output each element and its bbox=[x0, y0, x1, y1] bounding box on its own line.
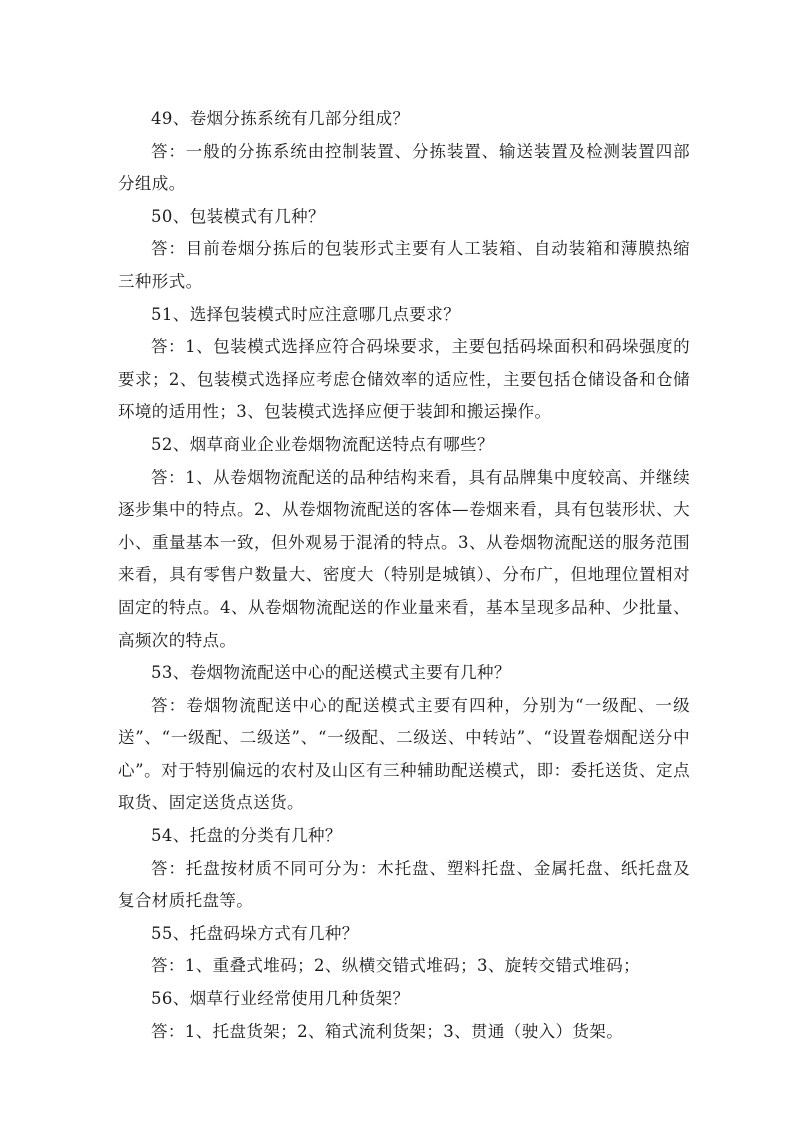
qa-item-56 bbox=[118, 983, 690, 1048]
answer-52: 答：1、从卷烟物流配送的品种结构来看，具有品牌集中度较高、并继续逐步集中的特点。2、从卷烟物流配送的客体—卷烟来看，具有包装形状、大小、重量基本一致，但外观易于混淆的特点。3、从卷烟物流配送的服务范围来看，具有零售户数量大、密度大（特别是城镇）、分布广，但地理位置相对固定的特点。4、从卷烟物流配送的作业量来看，基本呈现多品种、少批量、高频次的特点。 bbox=[118, 467, 690, 650]
question-51: 51、选择包装模式时应注意哪几点要求？ bbox=[151, 304, 461, 324]
answer-54: 答：托盘按材质不同可分为：木托盘、塑料托盘、金属托盘、纸托盘及复合材质托盘等。 bbox=[118, 858, 690, 911]
question-49: 49、卷烟分拣系统有几部分组成？ bbox=[151, 109, 410, 128]
answer-55: 答：1、重叠式堆码；2、纵横交错式堆码；3、旋转交错式堆码； bbox=[151, 956, 640, 976]
document-body bbox=[118, 103, 690, 1048]
question-52: 52、烟草商业企业卷烟物流配送特点有哪些？ bbox=[151, 434, 494, 454]
answer-53: 答：卷烟物流配送中心的配送模式主要有四种，分别为“一级配、一级送”、“一级配、二级送”、“一级配、二级送、中转站”、“设置卷烟配送分中心”。对于特别偏远的农村及山区有三种辅助配送模式，即：委托送货、定点取货、固定送货点送货。 bbox=[118, 695, 690, 813]
qa-item-53 bbox=[118, 657, 690, 820]
question-50: 50、包装模式有几种？ bbox=[151, 206, 325, 226]
qa-item-50 bbox=[118, 201, 690, 299]
question-56: 56、烟草行业经常使用几种货架？ bbox=[151, 989, 410, 1009]
question-54: 54、托盘的分类有几种？ bbox=[151, 826, 342, 846]
qa-item-49 bbox=[118, 103, 690, 201]
answer-50: 答：目前卷烟分拣后的包装形式主要有人工装箱、自动装箱和薄膜热缩三种形式。 bbox=[118, 239, 690, 291]
qa-item-55 bbox=[118, 918, 690, 983]
answer-51: 答：1、包装模式选择应符合码垛要求，主要包括码垛面积和码垛强度的要求；2、包装模式选择应考虑仓储效率的适应性，主要包括仓储设备和仓储环境的适用性；3、包装模式选择应便于装卸和搬运操作。 bbox=[118, 337, 690, 422]
question-53: 53、卷烟物流配送中心的配送模式主要有几种？ bbox=[151, 663, 511, 683]
answer-56: 答：1、托盘货架；2、箱式流利货架；3、贯通（驶入）货架。 bbox=[151, 1021, 624, 1041]
qa-item-54 bbox=[118, 820, 690, 918]
qa-item-52 bbox=[118, 429, 690, 657]
qa-item-51 bbox=[118, 299, 690, 429]
question-55: 55、托盘码垛方式有几种？ bbox=[151, 923, 359, 943]
answer-49: 答：一般的分拣系统由控制装置、分拣装置、输送装置及检测装置四部分组成。 bbox=[118, 141, 690, 194]
